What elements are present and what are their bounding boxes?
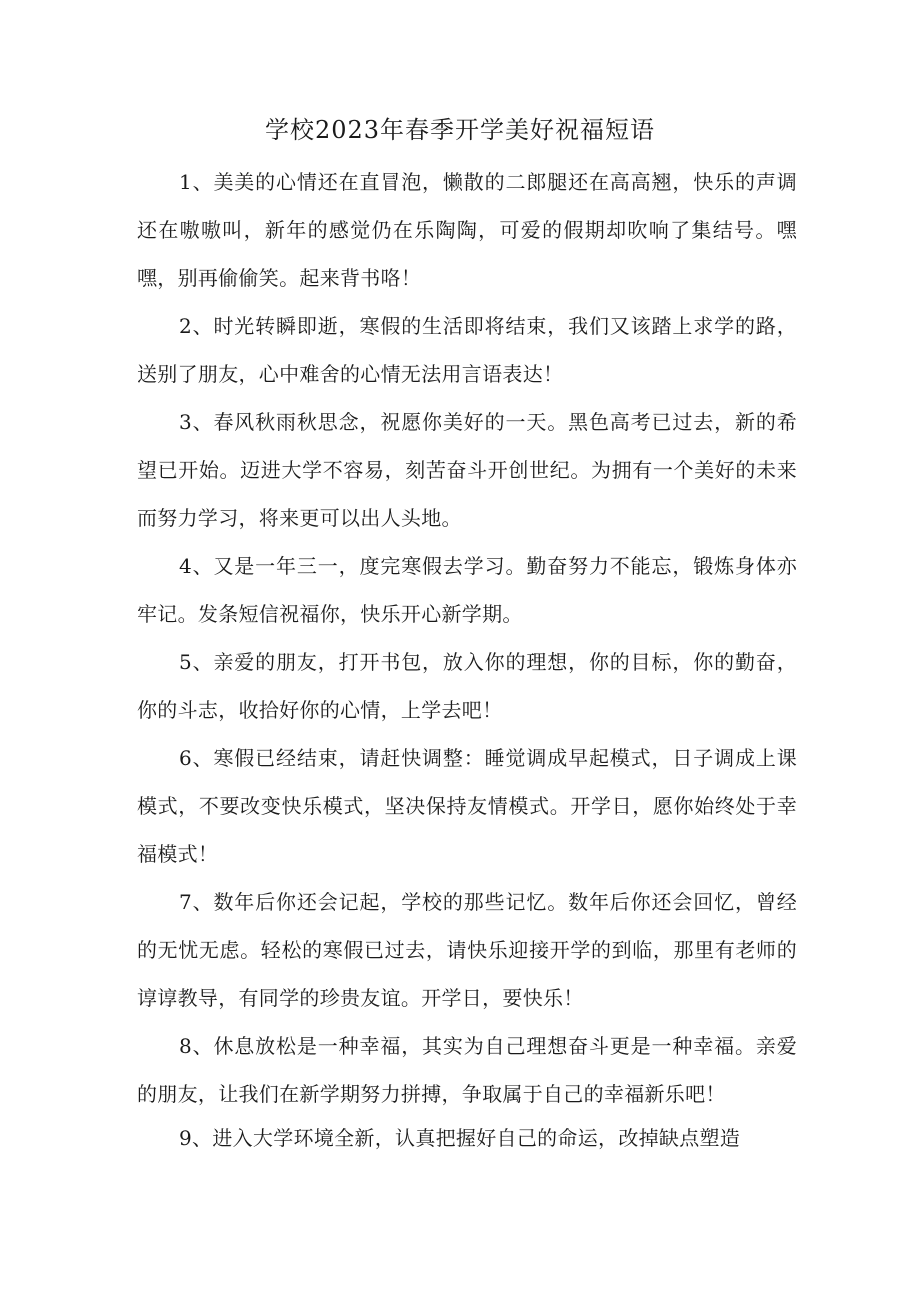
paragraph-8: 8、休息放松是一种幸福，其实为自己理想奋斗更是一种幸福。亲爱的朋友，让我们在新学期努力拼搏，争取属于自己的幸福新乐吧！ (137, 1034, 797, 1106)
paragraph-4: 4、又是一年三一，度完寒假去学习。勤奋努力不能忘，锻炼身体亦牢记。发条短信祝福你，快乐开心新学期。 (137, 554, 797, 626)
paragraph-7: 7、数年后你还会记起，学校的那些记忆。数年后你还会回忆，曾经的无忧无虑。轻松的寒假已过去，请快乐迎接开学的到临，那里有老师的谆谆教导，有同学的珍贵友谊。开学日，要快乐！ (137, 890, 797, 1010)
paragraph-5: 5、亲爱的朋友，打开书包，放入你的理想，你的目标，你的勤奋，你的斗志，收拾好你的心情，上学去吧！ (137, 650, 797, 722)
paragraph-2: 2、时光转瞬即逝，寒假的生活即将结束，我们又该踏上求学的路，送别了朋友，心中难舍的心情无法用言语表达！ (137, 314, 797, 386)
document-title: 学校2023年春季开学美好祝福短语 (264, 116, 656, 144)
document-body (137, 158, 797, 1162)
paragraph-9: 9、进入大学环境全新，认真把握好自己的命运，改掉缺点塑造 (179, 1126, 741, 1150)
paragraph-3: 3、春风秋雨秋思念，祝愿你美好的一天。黑色高考已过去，新的希望已开始。迈进大学不容易，刻苦奋斗开创世纪。为拥有一个美好的未来而努力学习，将来更可以出人头地。 (137, 410, 797, 530)
paragraph-1: 1、美美的心情还在直冒泡，懒散的二郎腿还在高高翘，快乐的声调还在嗷嗷叫，新年的感觉仍在乐陶陶，可爱的假期却吹响了集结号。嘿嘿，别再偷偷笑。起来背书咯！ (137, 170, 797, 290)
paragraph-6: 6、寒假已经结束，请赶快调整：睡觉调成早起模式，日子调成上课模式，不要改变快乐模式，坚决保持友情模式。开学日，愿你始终处于幸福模式！ (137, 746, 797, 866)
